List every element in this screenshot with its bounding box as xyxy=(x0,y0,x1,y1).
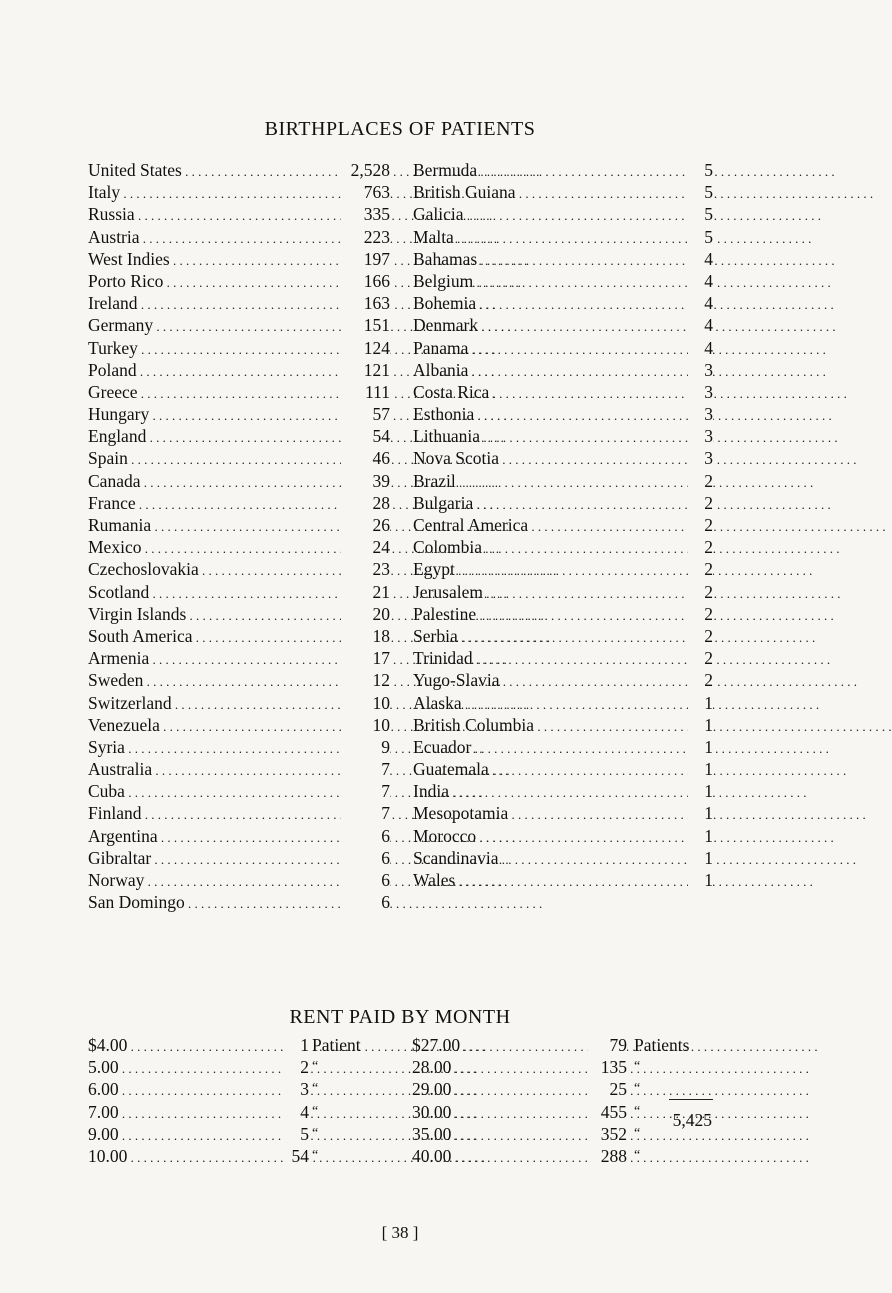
birthplace-row xyxy=(88,514,390,536)
birthplace-row xyxy=(413,203,713,225)
birthplace-name: Egypt . . . xyxy=(413,558,713,582)
birthplace-row xyxy=(88,536,390,558)
birthplace-name: Cuba . . . xyxy=(88,780,390,804)
birthplace-count: 2 xyxy=(688,492,713,514)
birthplace-name: Sweden . . . xyxy=(88,669,390,693)
rent-row xyxy=(412,1034,712,1056)
birthplace-name: Lithuania . . . xyxy=(413,425,713,449)
birthplace-row xyxy=(88,736,390,758)
birthplace-name: Switzerland . . . xyxy=(88,692,390,716)
birthplaces-left-column xyxy=(88,159,390,913)
birthplace-count: 3 xyxy=(688,359,713,381)
rent-unit: “ xyxy=(634,1081,641,1097)
birthplace-row xyxy=(413,692,713,714)
birthplace-count: 1 xyxy=(688,758,713,780)
birthplace-row xyxy=(413,736,713,758)
birthplace-row xyxy=(88,270,390,292)
birthplace-count: 6 xyxy=(341,847,390,869)
birthplace-row xyxy=(413,603,713,625)
birthplace-row xyxy=(413,647,713,669)
birthplace-count: 2 xyxy=(688,669,713,691)
rent-row xyxy=(412,1145,712,1167)
birthplace-count: 121 xyxy=(341,359,390,381)
birthplace-count: 2,528 xyxy=(341,159,390,181)
birthplace-row xyxy=(413,159,713,181)
birthplace-row xyxy=(88,758,390,780)
birthplace-name: Greece . . . xyxy=(88,381,390,405)
birthplace-name: Finland . . . xyxy=(88,802,390,826)
birthplace-name: Russia . . . xyxy=(88,203,390,227)
birthplace-count: 223 xyxy=(341,226,390,248)
birthplace-count: 23 xyxy=(341,558,390,580)
birthplace-row xyxy=(413,359,713,381)
birthplace-name: South America . . . xyxy=(88,625,390,649)
birthplace-row xyxy=(88,625,390,647)
birthplace-row xyxy=(413,714,713,736)
birthplace-name: Costa Rica . . . xyxy=(413,381,713,405)
rent-unit: “ xyxy=(634,1125,641,1141)
birthplace-row xyxy=(88,603,390,625)
birthplace-count: 6 xyxy=(341,891,390,913)
rent-title: RENT PAID BY MONTH xyxy=(289,1006,511,1028)
birthplace-count: 26 xyxy=(341,514,390,536)
birthplace-row xyxy=(413,536,713,558)
birthplace-count: 2 xyxy=(688,514,713,536)
birthplace-count: 2 xyxy=(688,625,713,647)
birthplace-name: England . . . xyxy=(88,425,390,449)
birthplace-row xyxy=(413,425,713,447)
birthplace-row xyxy=(413,248,713,270)
birthplace-count: 21 xyxy=(341,581,390,603)
birthplace-count: 1 xyxy=(688,802,713,824)
page-number: [ 38 ] xyxy=(381,1223,419,1242)
birthplace-name: Armenia . . . xyxy=(88,647,390,671)
birthplace-row xyxy=(88,714,390,736)
birthplace-name: Spain . . . xyxy=(88,447,390,471)
birthplace-count: 17 xyxy=(341,647,390,669)
birthplace-name: Denmark . . . xyxy=(413,314,713,338)
birthplace-name: Austria . . . xyxy=(88,226,390,250)
birthplace-name: United States . . . xyxy=(88,159,390,183)
birthplace-count: 5 xyxy=(688,181,713,203)
birthplace-row xyxy=(413,669,713,691)
birthplace-name: Malta . . . xyxy=(413,226,713,250)
birthplace-name: Ecuador . . . xyxy=(413,736,713,760)
birthplace-row xyxy=(413,492,713,514)
birthplace-name: British Guiana . . . xyxy=(413,181,713,205)
rent-unit: “ xyxy=(634,1103,641,1119)
rent-count: 2 xyxy=(284,1056,309,1078)
rent-row xyxy=(412,1123,712,1145)
rent-count: 1 xyxy=(284,1034,309,1056)
birthplace-row xyxy=(88,647,390,669)
birthplace-name: Czechoslovakia . . . xyxy=(88,558,390,582)
birthplace-name: Wales . . . xyxy=(413,869,713,893)
birthplace-name: San Domingo . . . xyxy=(88,891,390,915)
birthplace-name: Venezuela . . . xyxy=(88,714,390,738)
birthplace-count: 124 xyxy=(341,337,390,359)
birthplace-name: Ireland . . . xyxy=(88,292,390,316)
birthplace-row xyxy=(413,825,713,847)
birthplace-name: Hungary . . . xyxy=(88,403,390,427)
rent-amount: 30.00 . . . xyxy=(412,1101,712,1125)
birthplace-count: 12 xyxy=(341,669,390,691)
birthplace-name: Mesopotamia . . . xyxy=(413,802,713,826)
rent-left-column xyxy=(88,1034,361,1167)
birthplace-count: 3 xyxy=(688,425,713,447)
birthplace-name: Galicia . . . xyxy=(413,203,713,227)
birthplace-count: 10 xyxy=(341,692,390,714)
birthplace-count: 6 xyxy=(341,825,390,847)
birthplace-row xyxy=(413,447,713,469)
rent-row xyxy=(88,1123,350,1145)
birthplace-count: 1 xyxy=(688,869,713,891)
birthplace-row xyxy=(88,470,390,492)
birthplace-row xyxy=(413,381,713,403)
birthplace-count: 54 xyxy=(341,425,390,447)
rent-row xyxy=(88,1034,361,1056)
birthplace-row xyxy=(413,181,713,203)
birthplace-row xyxy=(413,780,713,802)
birthplace-count: 39 xyxy=(341,470,390,492)
birthplace-name: Brazil . . . xyxy=(413,470,713,494)
birthplace-count: 20 xyxy=(341,603,390,625)
birthplace-name: Guatemala . . . xyxy=(413,758,713,782)
birthplace-count: 1 xyxy=(688,714,713,736)
birthplace-row xyxy=(413,337,713,359)
birthplaces-title: BIRTHPLACES OF PATIENTS xyxy=(264,118,536,140)
birthplace-row xyxy=(88,581,390,603)
birthplace-row xyxy=(413,802,713,824)
birthplace-row xyxy=(413,869,713,891)
birthplace-row xyxy=(413,270,713,292)
rent-count: 352 xyxy=(588,1123,627,1145)
rent-unit: Patients xyxy=(634,1035,690,1055)
birthplace-row xyxy=(88,403,390,425)
rent-amount: 28.00 . . . xyxy=(412,1056,712,1080)
birthplace-name: Virgin Islands . . . xyxy=(88,603,390,627)
birthplace-count: 6 xyxy=(341,869,390,891)
birthplace-name: Panama . . . xyxy=(413,337,713,361)
birthplace-count: 4 xyxy=(688,270,713,292)
birthplace-name: Turkey . . . xyxy=(88,337,390,361)
birthplace-count: 2 xyxy=(688,470,713,492)
rent-count: 5 xyxy=(284,1123,309,1145)
birthplace-count: 18 xyxy=(341,625,390,647)
birthplace-row xyxy=(88,292,390,314)
rent-amount: $27.00 . . . xyxy=(412,1034,712,1058)
birthplace-count: 10 xyxy=(341,714,390,736)
birthplace-row xyxy=(413,292,713,314)
birthplace-count: 2 xyxy=(688,647,713,669)
birthplace-name: Mexico . . . xyxy=(88,536,390,560)
birthplace-name: Syria . . . xyxy=(88,736,390,760)
birthplace-count: 151 xyxy=(341,314,390,336)
birthplace-name: Trinidad . . . xyxy=(413,647,713,671)
birthplace-row xyxy=(88,159,390,181)
birthplace-name: Colombia . . . xyxy=(413,536,713,560)
rent-count: 288 xyxy=(588,1145,627,1167)
birthplace-name: Alaska . . . xyxy=(413,692,713,716)
rent-row xyxy=(88,1101,350,1123)
birthplace-name: Yugo-Slavia . . . xyxy=(413,669,713,693)
rent-count: 54 xyxy=(284,1145,309,1167)
birthplace-name: British Columbia . . . xyxy=(413,714,713,738)
birthplace-row xyxy=(88,825,390,847)
birthplace-count: 3 xyxy=(688,381,713,403)
birthplace-name: West Indies . . . xyxy=(88,248,390,272)
birthplace-count: 2 xyxy=(688,536,713,558)
rent-unit: “ xyxy=(634,1059,641,1075)
birthplace-count: 763 xyxy=(341,181,390,203)
rent-amount: 5.00 . . . xyxy=(88,1056,350,1080)
birthplace-row xyxy=(88,314,390,336)
birthplace-count: 1 xyxy=(688,825,713,847)
rent-row xyxy=(88,1145,350,1167)
birthplace-name: Bahamas . . . xyxy=(413,248,713,272)
birthplace-name: Gibraltar . . . xyxy=(88,847,390,871)
birthplace-count: 2 xyxy=(688,581,713,603)
birthplace-count: 46 xyxy=(341,447,390,469)
birthplace-name: Serbia . . . xyxy=(413,625,713,649)
rent-count: 3 xyxy=(284,1078,309,1100)
birthplace-row xyxy=(413,758,713,780)
birthplace-row xyxy=(413,314,713,336)
birthplace-row xyxy=(88,181,390,203)
rent-row xyxy=(88,1056,350,1078)
birthplace-name: Argentina . . . xyxy=(88,825,390,849)
birthplace-row xyxy=(88,226,390,248)
birthplace-row xyxy=(88,381,390,403)
birthplace-name: Albania . . . xyxy=(413,359,713,383)
rent-right-column xyxy=(412,1034,712,1167)
birthplace-name: Canada . . . xyxy=(88,470,390,494)
birthplace-count: 4 xyxy=(688,314,713,336)
rent-amount: 6.00 . . . xyxy=(88,1078,350,1102)
birthplace-count: 2 xyxy=(688,558,713,580)
birthplace-count: 5 xyxy=(688,226,713,248)
birthplaces-total: 5,425 xyxy=(672,1110,712,1130)
birthplace-count: 1 xyxy=(688,736,713,758)
birthplace-row xyxy=(88,692,390,714)
birthplace-row xyxy=(413,558,713,580)
birthplace-name: Italy . . . xyxy=(88,181,390,205)
birthplace-count: 4 xyxy=(688,292,713,314)
birthplace-count: 4 xyxy=(688,337,713,359)
birthplace-count: 9 xyxy=(341,736,390,758)
rent-row xyxy=(412,1078,712,1100)
birthplace-name: Norway . . . xyxy=(88,869,390,893)
birthplace-row xyxy=(88,869,390,891)
birthplace-name: Esthonia . . . xyxy=(413,403,713,427)
rent-count: 79 xyxy=(588,1034,627,1056)
birthplace-name: Poland . . . xyxy=(88,359,390,383)
rent-unit: “ xyxy=(312,1081,319,1097)
rent-unit: “ xyxy=(312,1103,319,1119)
birthplace-count: 3 xyxy=(688,403,713,425)
birthplace-row xyxy=(88,802,390,824)
rent-amount: 29.00 . . . xyxy=(412,1078,712,1102)
rent-row xyxy=(88,1078,350,1100)
rent-unit: “ xyxy=(312,1059,319,1075)
birthplace-name: Morocco . . . xyxy=(413,825,713,849)
rent-count: 135 xyxy=(588,1056,627,1078)
birthplace-name: Porto Rico . . . xyxy=(88,270,390,294)
birthplace-name: Germany . . . xyxy=(88,314,390,338)
birthplace-name: Palestine . . . xyxy=(413,603,713,627)
rent-unit: “ xyxy=(312,1147,319,1163)
rent-row xyxy=(412,1101,712,1123)
rent-amount: 7.00 . . . xyxy=(88,1101,350,1125)
rent-row xyxy=(412,1056,712,1078)
birthplace-row xyxy=(88,447,390,469)
birthplace-row xyxy=(88,558,390,580)
birthplace-row xyxy=(88,847,390,869)
birthplace-row xyxy=(88,891,390,913)
birthplace-name: Belgium . . . xyxy=(413,270,713,294)
birthplace-count: 3 xyxy=(688,447,713,469)
rent-count: 4 xyxy=(284,1101,309,1123)
birthplace-row xyxy=(88,359,390,381)
birthplace-count: 24 xyxy=(341,536,390,558)
birthplace-count: 197 xyxy=(341,248,390,270)
birthplace-count: 1 xyxy=(688,780,713,802)
birthplace-row xyxy=(88,337,390,359)
rent-unit: “ xyxy=(312,1125,319,1141)
birthplace-row xyxy=(413,403,713,425)
rent-amount: 40.00 . . . xyxy=(412,1145,712,1169)
birthplace-row xyxy=(88,669,390,691)
birthplace-name: Scotland . . . xyxy=(88,581,390,605)
rent-count: 455 xyxy=(588,1101,627,1123)
birthplace-row xyxy=(413,581,713,603)
birthplace-row xyxy=(88,203,390,225)
birthplace-name: Bermuda . . . xyxy=(413,159,713,183)
birthplace-row xyxy=(413,470,713,492)
birthplace-name: Australia . . . xyxy=(88,758,390,782)
birthplace-name: Jerusalem . . . xyxy=(413,581,713,605)
birthplace-row xyxy=(88,425,390,447)
birthplaces-right-column xyxy=(413,159,713,891)
birthplace-name: Scandinavia . . . xyxy=(413,847,713,871)
birthplace-row xyxy=(88,780,390,802)
birthplace-name: Central America . . . xyxy=(413,514,713,538)
birthplace-row xyxy=(413,514,713,536)
birthplace-count: 5 xyxy=(688,159,713,181)
birthplace-name: Bohemia . . . xyxy=(413,292,713,316)
rent-count: 25 xyxy=(588,1078,627,1100)
birthplace-count: 2 xyxy=(688,603,713,625)
rent-amount: $4.00 . . . xyxy=(88,1034,350,1058)
birthplace-name: Nova Scotia . . . xyxy=(413,447,713,471)
rent-unit: “ xyxy=(634,1147,641,1163)
rent-amount: 10.00 . . . xyxy=(88,1145,350,1169)
birthplace-count: 57 xyxy=(341,403,390,425)
birthplace-count: 163 xyxy=(341,292,390,314)
birthplace-count: 7 xyxy=(341,780,390,802)
birthplace-name: Bulgaria . . . xyxy=(413,492,713,516)
birthplace-name: India . . . xyxy=(413,780,713,804)
birthplace-row xyxy=(413,226,713,248)
birthplace-count: 5 xyxy=(688,203,713,225)
birthplace-row xyxy=(413,625,713,647)
birthplace-count: 1 xyxy=(688,692,713,714)
birthplace-count: 335 xyxy=(341,203,390,225)
rent-amount: 9.00 . . . xyxy=(88,1123,350,1147)
birthplace-row xyxy=(413,847,713,869)
birthplace-count: 111 xyxy=(341,381,390,403)
birthplace-count: 28 xyxy=(341,492,390,514)
birthplace-count: 7 xyxy=(341,802,390,824)
birthplace-name: France . . . xyxy=(88,492,390,516)
birthplace-count: 1 xyxy=(688,847,713,869)
birthplace-row xyxy=(88,492,390,514)
birthplace-name: Rumania . . . xyxy=(88,514,390,538)
birthplace-count: 4 xyxy=(688,248,713,270)
birthplace-row xyxy=(88,248,390,270)
birthplace-count: 166 xyxy=(341,270,390,292)
rent-unit: Patient xyxy=(312,1035,361,1055)
birthplace-count: 7 xyxy=(341,758,390,780)
rent-amount: 35.00 . . . xyxy=(412,1123,712,1147)
